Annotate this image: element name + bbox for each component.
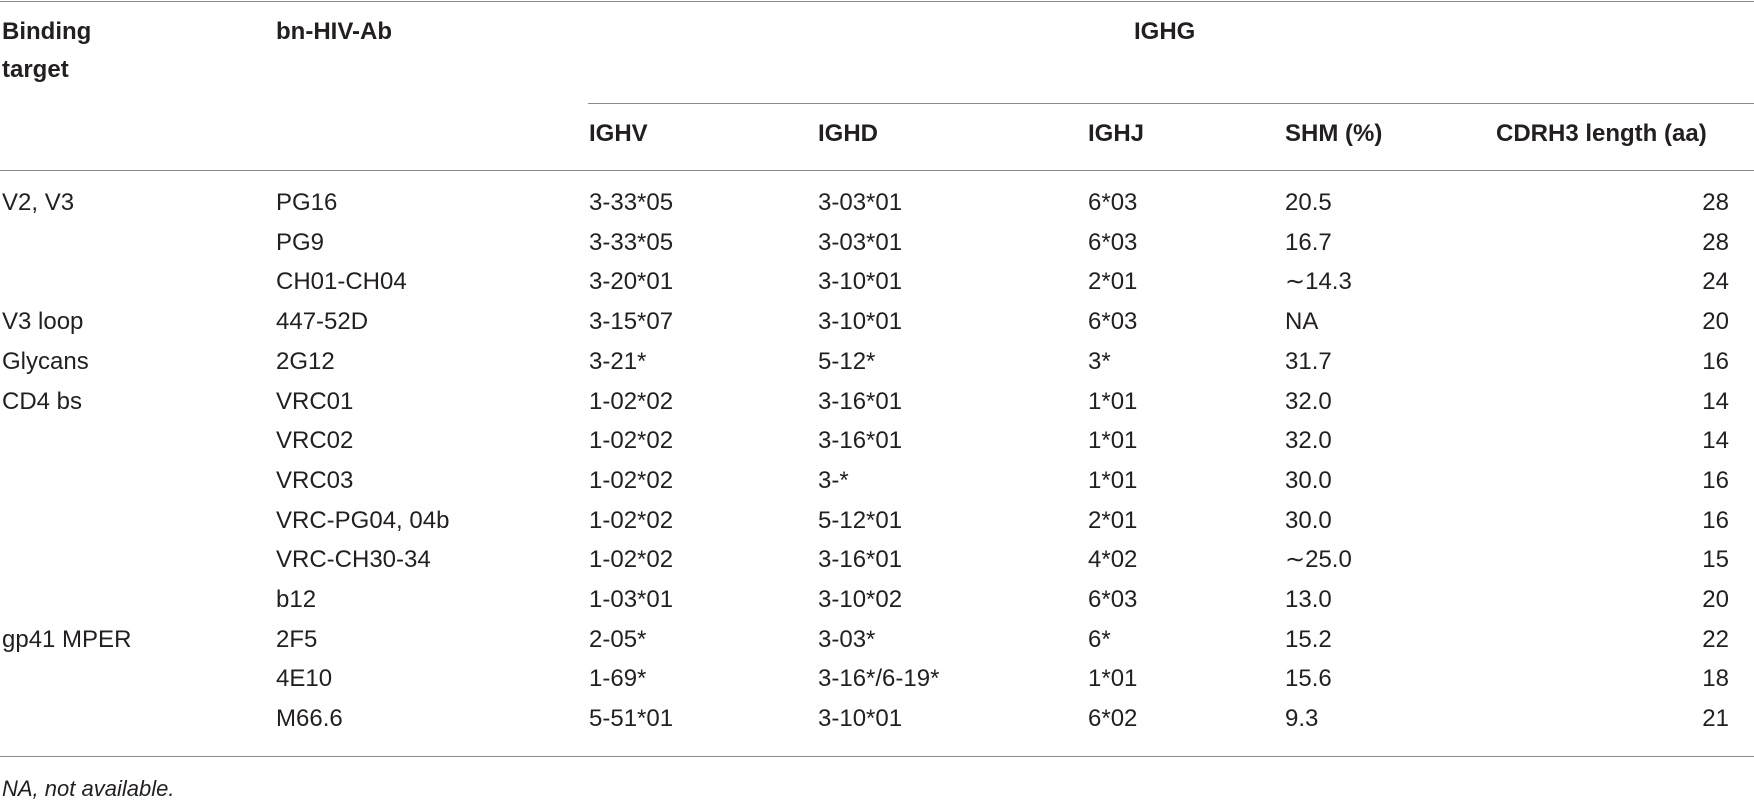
- cell-ighd: 3-10*02: [818, 586, 903, 613]
- cell-ighv: 1-69*: [589, 665, 647, 693]
- cell-ighd: 3-10*01: [818, 268, 903, 296]
- cell-antibody: VRC02: [276, 427, 354, 455]
- cell-binding-target: gp41 MPER: [2, 625, 132, 653]
- cell-ighv: 1-02*02: [589, 387, 674, 415]
- header-binding-target: Binding target: [2, 18, 92, 83]
- cell-ighv: 3-15*07: [589, 308, 674, 336]
- cell-ighd: 5-12*: [818, 347, 876, 375]
- cell-antibody: VRC-CH30-34: [276, 546, 431, 574]
- cell-binding-target: CD4 bs: [2, 387, 83, 415]
- cell-antibody: VRC-PG04, 04b: [276, 506, 450, 534]
- cell-antibody: 2G12: [276, 347, 335, 375]
- cell-ighj: 1*01: [1088, 665, 1138, 693]
- cell-ighv: 1-02*02: [589, 506, 674, 534]
- cell-antibody: CH01-CH04: [276, 268, 407, 296]
- cell-shm: 15.2: [1285, 625, 1332, 653]
- cell-cdrh3: 16: [1702, 506, 1729, 534]
- cell-binding-target: V3 loop: [2, 308, 84, 336]
- cell-cdrh3: 24: [1702, 268, 1729, 296]
- cell-ighj: 2*01: [1088, 268, 1138, 296]
- header-shm: SHM (%): [1285, 120, 1383, 147]
- cell-shm: 30.0: [1285, 466, 1332, 494]
- cell-binding-target: V2, V3: [2, 189, 75, 216]
- ighg-span-rule: [588, 103, 1754, 104]
- cell-shm: 9.3: [1285, 705, 1319, 733]
- cell-ighj: 6*03: [1088, 228, 1138, 256]
- cell-shm: 32.0: [1285, 387, 1332, 415]
- cell-shm: ∼14.3: [1285, 268, 1352, 296]
- cell-ighv: 1-02*02: [589, 427, 674, 455]
- header-rule: [0, 170, 1754, 171]
- cell-shm: NA: [1285, 308, 1319, 336]
- cell-shm: 32.0: [1285, 427, 1332, 455]
- cell-ighj: 6*03: [1088, 308, 1138, 336]
- cell-antibody: PG16: [276, 189, 338, 216]
- cell-ighd: 3-16*01: [818, 427, 903, 455]
- header-ighd: IGHD: [818, 120, 878, 147]
- cell-ighd: 5-12*01: [818, 506, 903, 534]
- cell-shm: 30.0: [1285, 506, 1332, 534]
- cell-shm: 13.0: [1285, 586, 1332, 613]
- cell-ighd: 3-03*: [818, 625, 876, 653]
- cell-binding-target: Glycans: [2, 347, 89, 375]
- cell-antibody: VRC03: [276, 466, 354, 494]
- cell-shm: 20.5: [1285, 189, 1332, 216]
- cell-cdrh3: 16: [1702, 466, 1729, 494]
- cell-cdrh3: 28: [1702, 189, 1729, 216]
- cell-cdrh3: 22: [1702, 625, 1729, 653]
- cell-shm: 15.6: [1285, 665, 1332, 693]
- cell-cdrh3: 15: [1702, 546, 1729, 574]
- cell-ighj: 1*01: [1088, 427, 1138, 455]
- cell-ighj: 1*01: [1088, 466, 1138, 494]
- cell-antibody: b12: [276, 586, 317, 613]
- cell-shm: 16.7: [1285, 228, 1332, 256]
- cell-antibody: M66.6: [276, 705, 343, 733]
- table-footnote: NA, not available.: [2, 776, 175, 801]
- cell-antibody: 2F5: [276, 625, 318, 653]
- cell-ighd: 3-10*01: [818, 308, 903, 336]
- header-antibody: bn-HIV-Ab: [276, 18, 392, 45]
- cell-ighv: 5-51*01: [589, 705, 674, 733]
- cell-ighd: 3-*: [818, 466, 849, 494]
- header-ighv: IGHV: [589, 120, 648, 147]
- bottom-rule: [0, 756, 1754, 757]
- header-ighj: IGHJ: [1088, 120, 1145, 147]
- cell-ighv: 2-05*: [589, 625, 647, 653]
- header-ighg: IGHG: [1134, 18, 1196, 45]
- cell-cdrh3: 20: [1702, 308, 1729, 336]
- cell-antibody: VRC01: [276, 387, 354, 415]
- cell-ighd: 3-16*/6-19*: [818, 665, 940, 693]
- cell-ighj: 4*02: [1088, 546, 1138, 574]
- cell-ighj: 6*03: [1088, 586, 1138, 613]
- cell-ighj: 6*: [1088, 625, 1111, 653]
- cell-cdrh3: 18: [1702, 665, 1729, 693]
- cell-ighv: 1-02*02: [589, 546, 674, 574]
- cell-ighv: 3-33*05: [589, 228, 674, 256]
- cell-ighj: 6*02: [1088, 705, 1138, 733]
- cell-cdrh3: 21: [1702, 705, 1729, 733]
- cell-cdrh3: 14: [1702, 387, 1729, 415]
- cell-ighd: 3-03*01: [818, 228, 903, 256]
- cell-ighd: 3-16*01: [818, 387, 903, 415]
- cell-ighj: 6*03: [1088, 189, 1138, 216]
- cell-cdrh3: 28: [1702, 228, 1729, 256]
- cell-ighj: 3*: [1088, 347, 1111, 375]
- cell-ighv: 3-20*01: [589, 268, 674, 296]
- header-cdrh3: CDRH3 length (aa): [1496, 120, 1707, 147]
- cell-ighj: 2*01: [1088, 506, 1138, 534]
- cell-shm: ∼25.0: [1285, 546, 1352, 574]
- cell-ighd: 3-10*01: [818, 705, 903, 733]
- top-rule: [0, 1, 1754, 2]
- cell-ighj: 1*01: [1088, 387, 1138, 415]
- cell-cdrh3: 20: [1702, 586, 1729, 613]
- cell-cdrh3: 16: [1702, 347, 1729, 375]
- cell-ighv: 1-02*02: [589, 466, 674, 494]
- cell-ighv: 3-33*05: [589, 189, 674, 216]
- cell-shm: 31.7: [1285, 347, 1332, 375]
- cell-ighd: 3-16*01: [818, 546, 903, 574]
- cell-antibody: 447-52D: [276, 308, 369, 336]
- cell-cdrh3: 14: [1702, 427, 1729, 455]
- cell-ighv: 1-03*01: [589, 586, 674, 613]
- cell-ighv: 3-21*: [589, 347, 647, 375]
- cell-antibody: 4E10: [276, 665, 333, 693]
- cell-antibody: PG9: [276, 228, 325, 256]
- cell-ighd: 3-03*01: [818, 189, 903, 216]
